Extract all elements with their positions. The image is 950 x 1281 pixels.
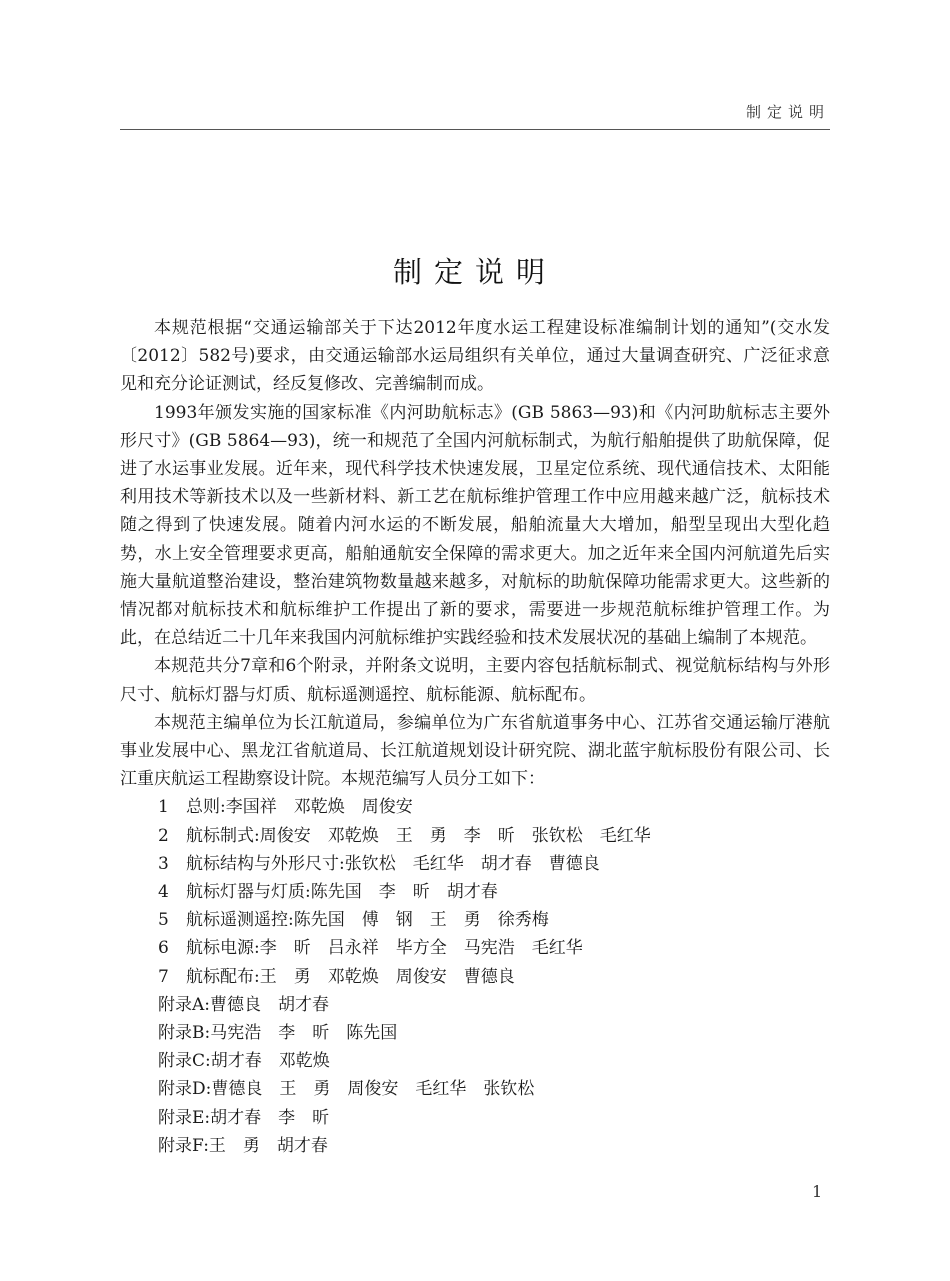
chapter-number: 4: [158, 882, 169, 903]
appendix-item: 附录B:马宪浩 李 昕 陈先国: [158, 1023, 398, 1044]
appendix-item: 附录D:曹德良 王 勇 周俊安 毛红华 张钦松: [158, 1079, 535, 1100]
appendix-item: 附录F:王 勇 胡才春: [158, 1135, 328, 1156]
list-item: [120, 878, 830, 906]
page-title: 制定说明: [392, 255, 557, 289]
list-item: [120, 963, 830, 991]
chapter-authors: 航标结构与外形尺寸:张钦松 毛红华 胡才春 曹德良: [186, 853, 600, 874]
appendix-item: 附录C:胡才春 邓乾焕: [158, 1051, 330, 1072]
list-item: [120, 822, 830, 850]
running-header: 制定说明: [745, 103, 830, 121]
header-rule: [120, 129, 830, 130]
chapter-number: 7: [158, 966, 169, 987]
chapter-number: 5: [158, 910, 169, 931]
list-item: [120, 850, 830, 878]
chapter-number: 6: [158, 938, 169, 959]
chapter-number: 1: [158, 797, 169, 818]
appendix-author-list: [120, 991, 830, 1160]
chapter-authors: 航标灯器与灯质:陈先国 李 昕 胡才春: [186, 882, 498, 903]
chapter-author-list: [120, 793, 830, 990]
paragraph-1: 本规范根据“交通运输部关于下达2012年度水运工程建设标准编制计划的通知”(交水发〔2012〕582号)要求，由交通运输部水运局组织有关单位，通过大量调查研究、广泛征求意见和充分论证测试，经反复修改、完善编制而成。: [120, 318, 830, 395]
paragraph-4: 本规范主编单位为长江航道局，参编单位为广东省航道事务中心、江苏省交通运输厅港航事业发展中心、黑龙江省航道局、长江航道规划设计研究院、湖北蓝宇航标股份有限公司、长江重庆航运工程勘察设计院。本规范编写人员分工如下：: [120, 712, 830, 790]
chapter-authors: 航标制式:周俊安 邓乾焕 王 勇 李 昕 张钦松 毛红华: [186, 825, 651, 846]
list-item: [120, 906, 830, 934]
paragraph-2: 1993年颁发实施的国家标准《内河助航标志》(GB 5863—93)和《内河助航标志主要外形尺寸》(GB 5864—93)，统一和规范了全国内河航标制式，为航行船舶提供了助航保障，促进了水运事业发展。近年来，现代科学技术快速发展，卫星定位系统、现代通信技术、太阳能利用技术等新技术以及一些新材料、新工艺在航标维护管理工作中应用越来越广泛，航标技术随之得到了快速发展。随着内河水运的不断发展，船舶流量大大增加，船型呈现出大型化趋势，水上安全管理要求更高，船舶通航安全保障的需求更大。加之近年来全国内河航道先后实施大量航道整治建设，整治建筑物数量越来越多，对航标的助航保障功能需求更大。这些新的情况都对航标技术和航标维护工作提出了新的要求，需要进一步规范航标维护管理工作。为此，在总结近二十几年来我国内河航标维护实践经验和技术发展状况的基础上编制了本规范。: [120, 402, 830, 649]
list-item: [120, 793, 830, 821]
list-item: [120, 934, 830, 962]
document-body: [120, 314, 830, 1160]
chapter-number: 2: [158, 825, 169, 846]
chapter-authors: 航标电源:李 昕 吕永祥 毕方全 马宪浩 毛红华: [186, 938, 583, 959]
chapter-authors: 总则:李国祥 邓乾焕 周俊安: [186, 797, 413, 818]
chapter-authors: 航标配布:王 勇 邓乾焕 周俊安 曹德良: [186, 966, 515, 987]
appendix-item: 附录A:曹德良 胡才春: [158, 994, 330, 1015]
appendix-item: 附录E:胡才春 李 昕: [158, 1107, 330, 1128]
chapter-number: 3: [158, 853, 169, 874]
chapter-authors: 航标遥测遥控:陈先国 傅 钢 王 勇 徐秀梅: [186, 910, 549, 931]
paragraph-3: 本规范共分7章和6个附录，并附条文说明，主要内容包括航标制式、视觉航标结构与外形尺寸、航标灯器与灯质、航标遥测遥控、航标能源、航标配布。: [120, 656, 830, 705]
page-number: 1: [812, 1182, 823, 1201]
